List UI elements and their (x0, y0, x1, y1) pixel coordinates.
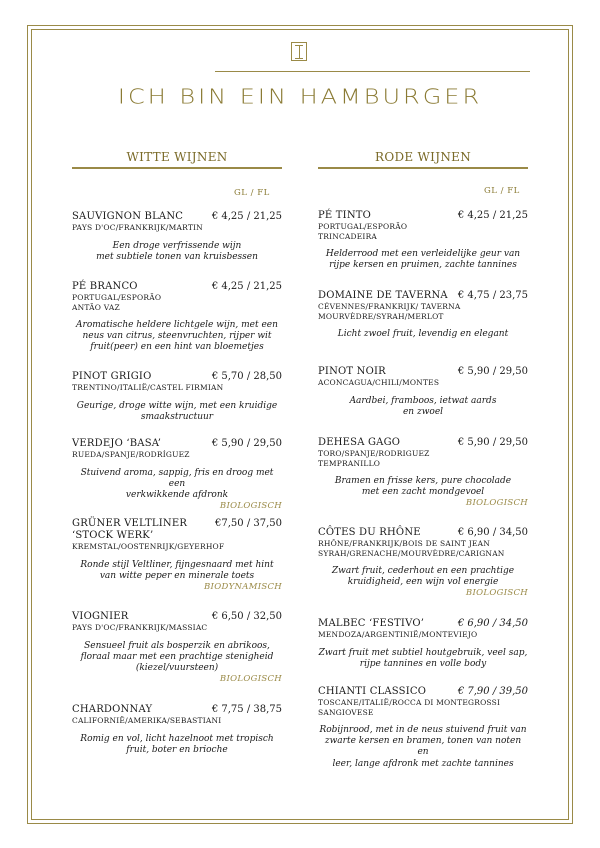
wine-price: €7,50 / 37,50 (215, 518, 282, 529)
wine-description-line: Romig en vol, licht hazelnoot met tropisch (80, 733, 274, 744)
wine-price: € 6,90 / 34,50 (457, 618, 528, 629)
wine-label-badge: BIOLOGISCH (219, 501, 282, 512)
wine-name: VIOGNIER (72, 611, 129, 622)
logo-bar-bottom (295, 58, 303, 59)
wine-description (318, 329, 528, 340)
wine-name-line2: ‘STOCK WERK’ (72, 530, 154, 541)
white-wines-heading: WITTE WIJNEN (126, 150, 228, 164)
wine-description-line: verkwikkende afdronk (125, 489, 229, 500)
wine-name: PINOT GRIGIO (72, 371, 152, 382)
wine-description-line: van witte peper en minerale toets (99, 570, 255, 581)
wine-price: € 6,90 / 34,50 (457, 527, 528, 538)
wine-item (318, 437, 528, 508)
wine-price: € 5,90 / 29,50 (457, 366, 528, 377)
wine-name: PÉ TINTO (318, 210, 372, 221)
wine-origin: RHÔNE/FRANKRIJK/BOIS DE SAINT JEAN (318, 539, 490, 548)
wine-price: € 5,70 / 28,50 (211, 371, 282, 382)
wine-description-line: smaakstructuur (140, 411, 214, 422)
wine-origin: RUEDA/SPANJE/RODRÍGUEZ (72, 450, 190, 459)
wine-description (318, 566, 528, 588)
wine-description-line: rijpe kersen en pruimen, zachte tannines (329, 260, 517, 271)
wine-description-line: floraal maar met een prachtige stenigheid (80, 651, 274, 662)
wine-description-line: Zwart fruit, cederhout en een prachtige (331, 566, 515, 576)
wine-description-line: kruidigheid, een wijn vol energie (347, 577, 499, 588)
wine-price: € 4,25 / 21,25 (211, 281, 282, 292)
wine-description (72, 401, 282, 423)
wine-name: PÉ BRANCO (72, 281, 138, 292)
wine-label-badge: BIOLOGISCH (465, 588, 528, 599)
wine-name: GRÜNER VELTLINER (72, 518, 188, 529)
wine-item (72, 211, 282, 263)
wine-description-line: zwarte kersen en bramen, tonen van noten en (324, 736, 522, 758)
wine-origin: TRENTINO/ITALIË/CASTEL FIRMIAN (72, 383, 224, 392)
wine-origin: PAYS D'OC/FRANKRIJK/MARTIN (72, 223, 203, 232)
wine-description-line: Helderrood met een verleidelijke geur van (325, 249, 521, 259)
wine-description-line: Aardbei, framboos, ietwat aards (349, 395, 497, 406)
white-unit-label: GL / FL (234, 188, 270, 198)
wine-description-line: Aromatische heldere lichtgele wijn, met een (76, 320, 278, 330)
wine-origin: CÉVENNES/FRANKRIJK/ TAVERNA (318, 302, 461, 311)
wine-item (318, 290, 528, 340)
wine-description-line: Licht zwoel fruit, levendig en elegant (337, 329, 509, 339)
logo-icon (291, 42, 307, 61)
wine-description-line: Bramen en frisse kers, pure chocolade (334, 476, 512, 486)
wine-origin: CALIFORNIË/AMERIKA/SEBASTIANI (72, 716, 222, 725)
wine-description-line: leer, lange afdronk met zachte tannines (332, 758, 514, 769)
brand-title: ICH BIN EIN HAMBURGER (117, 85, 483, 109)
wine-item (72, 281, 282, 354)
wine-price: € 4,25 / 21,25 (211, 211, 282, 222)
wine-description (72, 241, 282, 263)
wine-description (72, 468, 282, 502)
wine-origin: MOURVÈDRE/SYRAH/MERLOT (318, 311, 444, 321)
wine-item (318, 618, 528, 670)
wine-name: DOMAINE DE TAVERNA (318, 290, 448, 301)
wine-label-badge: BIOLOGISCH (219, 674, 282, 685)
wine-name: PINOT NOIR (318, 366, 386, 377)
wine-item (72, 518, 282, 592)
wine-origin: ACONCAGUA/CHILI/MONTES (318, 378, 440, 387)
wine-name: MALBEC ‘FESTIVO’ (318, 618, 425, 629)
wine-description-line: Geurige, droge witte wijn, met een kruidige (76, 400, 278, 411)
wine-origin: PAYS D'OC/FRANKRIJK/MASSIAC (72, 623, 208, 632)
wine-item (72, 704, 282, 756)
wine-description-line: Ronde stijl Veltliner, fijngesnaard met hint (80, 559, 274, 570)
wine-description-line: neus van citrus, steenvruchten, rijper wit (82, 331, 272, 342)
wine-item (72, 611, 282, 684)
wine-price: € 4,75 / 23,75 (457, 290, 528, 301)
white-heading-rule (72, 167, 282, 169)
wine-price: € 7,90 / 39,50 (457, 686, 528, 697)
wine-item (72, 371, 282, 423)
wine-origin: ANTÃO VAZ (72, 302, 120, 312)
wine-description (72, 734, 282, 756)
wine-description-line: en zwoel (402, 406, 444, 417)
wine-description-line: fruit(peer) en een hint van bloemetjes (90, 342, 264, 353)
wine-item (318, 210, 528, 271)
wine-description-line: (kiezel/vuursteen) (135, 662, 219, 673)
wine-item (318, 686, 528, 770)
red-unit-label: GL / FL (484, 186, 520, 196)
wine-label-badge: BIOLOGISCH (465, 498, 528, 509)
wine-description-line: met subtiele tonen van kruisbessen (96, 251, 258, 262)
wine-description (318, 396, 528, 418)
header-divider (215, 71, 530, 72)
red-heading-rule (318, 167, 528, 169)
wine-description-line: met een zacht mondgevoel (361, 487, 485, 498)
wine-price: € 6,50 / 32,50 (211, 611, 282, 622)
wine-description (318, 476, 528, 498)
wine-name: CHIANTI CLASSICO (318, 686, 427, 697)
wine-item (72, 438, 282, 511)
wine-origin: PORTUGAL/ESPORÃO (318, 222, 408, 231)
wine-label-badge: BIODYNAMISCH (204, 581, 282, 592)
wine-description (318, 249, 528, 271)
wine-description (318, 648, 528, 670)
wine-description-line: Stuivend aroma, sappig, fris en droog met een (80, 467, 274, 489)
wine-price: € 5,90 / 29,50 (211, 438, 282, 449)
wine-origin: TEMPRANILLO (318, 458, 381, 468)
wine-name: CÔTES DU RHÔNE (318, 527, 421, 538)
red-wines-heading: RODE WIJNEN (374, 150, 471, 164)
wine-description (72, 560, 282, 582)
wine-item (318, 527, 528, 598)
wine-price: € 4,25 / 21,25 (457, 210, 528, 221)
wine-description-line: Robijnrood, met in de neus stuivend fruit van (319, 725, 527, 735)
wine-origin: TOSCANE/ITALIË/ROCCA DI MONTEGROSSI (318, 698, 501, 707)
wine-name: VERDEJO ‘BASA’ (72, 438, 162, 449)
wine-item (318, 366, 528, 418)
wine-description (318, 725, 528, 770)
wine-description-line: Sensueel fruit als bosperzik en abrikoos, (84, 640, 270, 651)
wine-origin: SANGIOVESE (318, 707, 374, 717)
wine-description-line: fruit, boter en brioche (126, 744, 228, 755)
wine-description-line: Zwart fruit met subtiel houtgebruik, veel sap, (318, 647, 528, 658)
wine-origin: PORTUGAL/ESPORÃO (72, 293, 162, 302)
wine-origin: MENDOZA/ARGENTINIË/MONTEVIEJO (318, 630, 478, 639)
wine-name: SAUVIGNON BLANC (72, 211, 184, 222)
wine-name: DEHESA GAGO (318, 437, 401, 448)
wine-description-line: Een droge verfrissende wijn (112, 240, 242, 251)
wine-origin: TORO/SPANJE/RODRIGUEZ (318, 449, 430, 458)
wine-origin: TRINCADEIRA (318, 231, 378, 241)
wine-price: € 5,90 / 29,50 (457, 437, 528, 448)
wine-origin: SYRAH/GRENACHE/MOURVÈDRE/CARIGNAN (318, 548, 505, 558)
wine-price: € 7,75 / 38,75 (211, 704, 282, 715)
wine-description (72, 320, 282, 354)
wine-origin: KREMSTAL/OOSTENRIJK/GEYERHOF (72, 542, 225, 551)
wine-description (72, 641, 282, 675)
logo-column (299, 46, 300, 58)
wine-description-line: rijpe tannines en volle body (359, 658, 487, 669)
wine-name: CHARDONNAY (72, 704, 153, 715)
